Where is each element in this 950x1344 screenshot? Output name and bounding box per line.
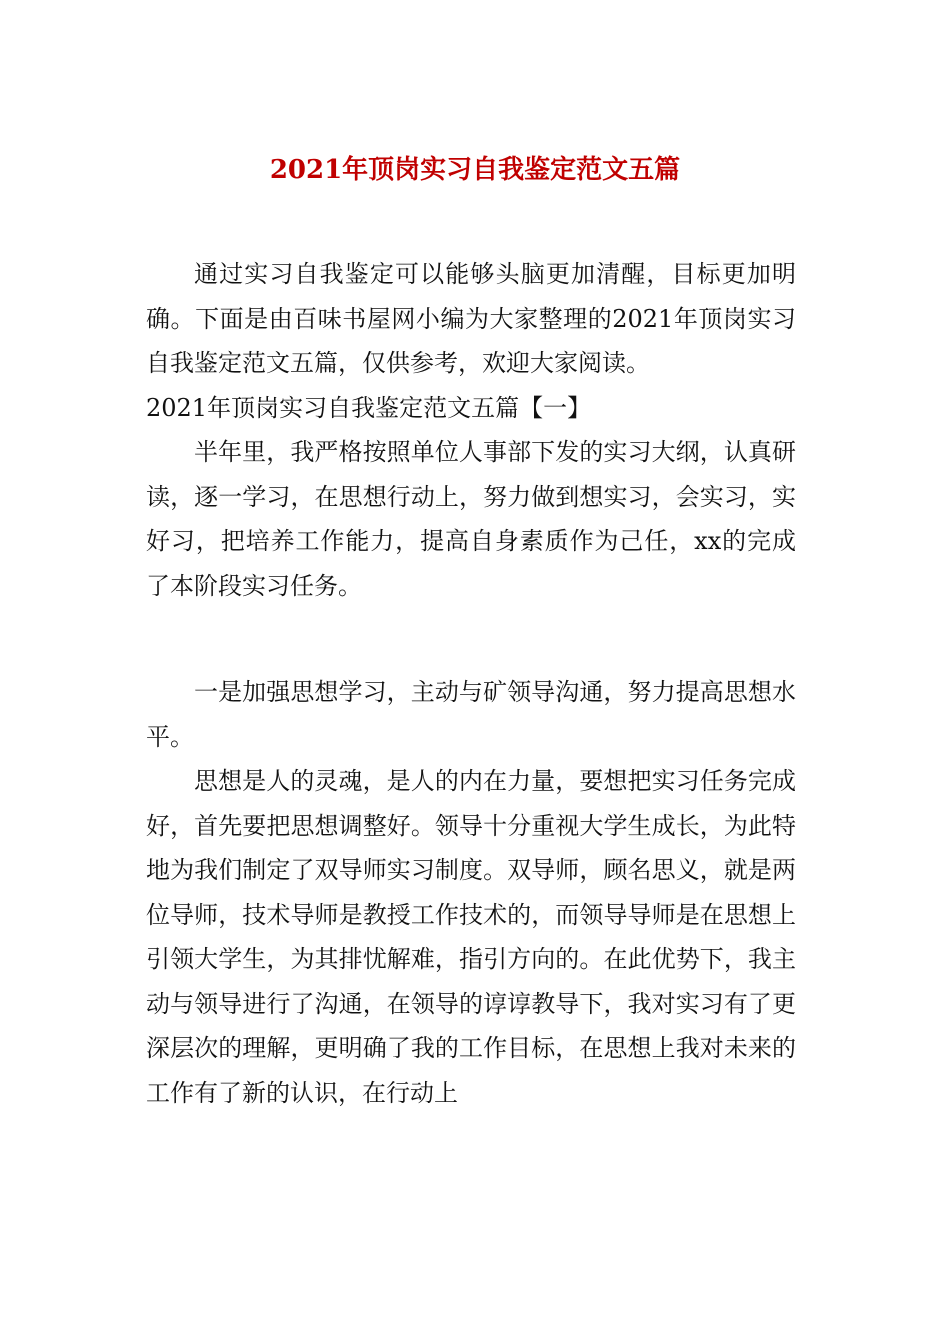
paragraph-2: 一是加强思想学习，主动与矿领导沟通，努力提高思想水平。 bbox=[146, 678, 796, 751]
paragraph-spacer bbox=[146, 608, 796, 670]
section-heading: 2021年顶岗实习自我鉴定范文五篇【一】 bbox=[146, 393, 592, 422]
paragraph-1: 半年里，我严格按照单位人事部下发的实习大纲，认真研读，逐一学习，在思想行动上，努力做到想实习，会实习，实好习，把培养工作能力，提高自身素质作为己任，xx的完成了本阶段实习任务。 bbox=[146, 438, 796, 600]
document-body bbox=[146, 252, 796, 1115]
paragraph-3: 思想是人的灵魂，是人的内在力量，要想把实习任务完成好，首先要把思想调整好。领导十分重视大学生成长，为此特地为我们制定了双导师实习制度。双导师，顾名思义，就是两位导师，技术导师是教授工作技术的，而领导导师是在思想上引领大学生，为其排忧解难，指引方向的。在此优势下，我主动与领导进行了沟通，在领导的谆谆教导下，我对实习有了更深层次的理解，更明确了我的工作目标，在思想上我对未来的工作有了新的认识，在行动上 bbox=[146, 767, 796, 1107]
document-title: 2021年顶岗实习自我鉴定范文五篇 bbox=[269, 155, 681, 185]
intro-paragraph: 通过实习自我鉴定可以能够头脑更加清醒，目标更加明确。下面是由百味书屋网小编为大家整理的2021年顶岗实习自我鉴定范文五篇，仅供参考，欢迎大家阅读。 bbox=[146, 260, 796, 377]
